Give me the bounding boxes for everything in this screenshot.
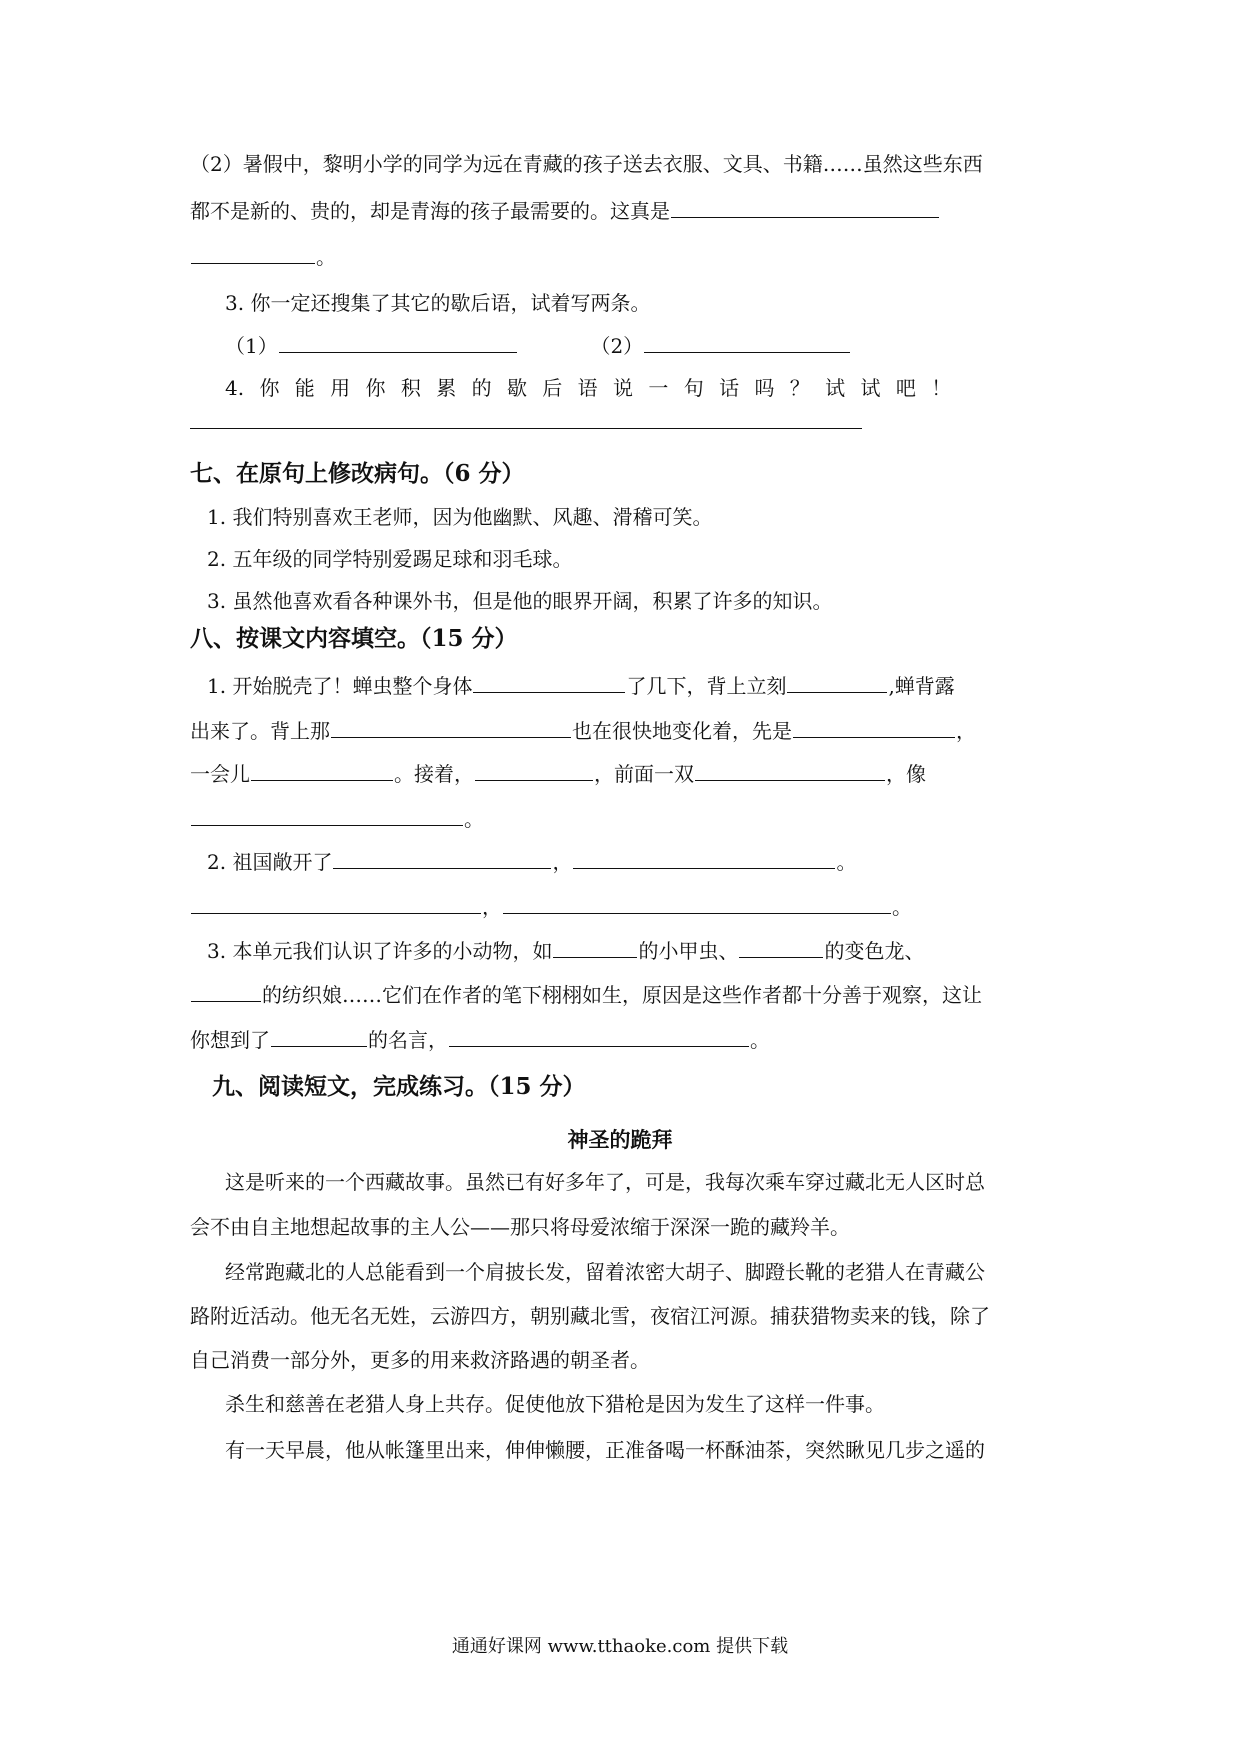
passage-para1-l2: 会不由自主地想起故事的主人公——那只将母爱浓缩于深深一跪的藏羚羊。: [190, 1215, 850, 1239]
q8-p1-line1: [207, 672, 1062, 700]
q6-item2-line3: [190, 243, 1060, 271]
answer-blank[interactable]: [191, 243, 315, 264]
q6-item2-text: 都不是新的、贵的，却是青海的孩子最需要的。这真是: [190, 199, 670, 223]
q8-text: 2. 祖国敞开了: [207, 850, 333, 874]
q6-item2-line2: [190, 197, 1060, 225]
q8-text: 。: [750, 1028, 770, 1052]
q8-p3-line2: [190, 981, 1060, 1009]
q8-text: 的小甲虫、: [638, 939, 739, 963]
passage-para2-l1: 经常跑藏北的人总能看到一个肩披长发，留着浓密大胡子、脚蹬长靴的老猎人在青藏公: [225, 1260, 985, 1284]
q8-heading: 八、按课文内容填空。（15 分）: [190, 625, 518, 652]
q8-text: 的名言，: [368, 1028, 448, 1052]
q8-text: 了几下，背上立刻: [626, 674, 787, 698]
q7-sentence-1[interactable]: 1. 我们特别喜欢王老师，因为他幽默、风趣、滑稽可笑。: [207, 505, 713, 529]
answer-blank[interactable]: [191, 805, 463, 826]
q8-text: ，前面一双: [594, 762, 694, 786]
q8-text: 。: [836, 850, 857, 874]
q8-text: 3. 本单元我们认识了许多的小动物，如: [207, 939, 553, 963]
q6-item2-line1: （2）暑假中，黎明小学的同学为远在青藏的孩子送去衣服、文具、书籍……虽然这些东西: [190, 152, 983, 176]
passage-para2-l3: 自己消费一部分外，更多的用来救济路遇的朝圣者。: [190, 1348, 650, 1372]
q8-text: 你想到了: [190, 1028, 270, 1052]
q6-item3-answers: [225, 332, 1095, 360]
answer-blank[interactable]: [573, 848, 835, 869]
q8-p3-line3: [190, 1026, 1060, 1054]
q8-text: 的变色龙、: [824, 939, 925, 963]
q8-p2-line1: [207, 848, 1077, 876]
q8-text: 1. 开始脱壳了！蝉虫整个身体: [207, 674, 473, 698]
answer-blank[interactable]: [449, 1026, 749, 1047]
q8-p2-line2: [190, 893, 1060, 921]
answer-blank[interactable]: [251, 760, 393, 781]
q6-item3-label-1: （1）: [225, 334, 278, 358]
q7-sentence-2[interactable]: 2. 五年级的同学特别爱踢足球和羽毛球。: [207, 547, 573, 571]
answer-blank[interactable]: [473, 672, 625, 693]
q8-text: 也在很快地变化着，先是: [572, 719, 792, 743]
q8-p1-line2: [190, 717, 1060, 745]
q8-p1-line4: [190, 805, 1060, 833]
answer-blank[interactable]: [787, 672, 887, 693]
q7-sentence-3[interactable]: 3. 虽然他喜欢看各种课外书，但是他的眼界开阔，积累了许多的知识。: [207, 589, 833, 613]
answer-blank[interactable]: [553, 937, 637, 958]
q8-text: 的纺织娘……它们在作者的笔下栩栩如生，原因是这些作者都十分善于观察，这让: [262, 983, 982, 1007]
q6-item3: 3. 你一定还搜集了其它的歇后语，试着写两条。: [225, 291, 651, 315]
page-footer: 通通好课网 www.tthaoke.com 提供下载: [451, 1636, 789, 1657]
answer-blank[interactable]: [644, 332, 850, 353]
q8-text: 。: [892, 895, 912, 919]
answer-blank[interactable]: [695, 760, 885, 781]
q8-text: ，像: [886, 762, 926, 786]
answer-blank[interactable]: [331, 717, 571, 738]
answer-blank[interactable]: [671, 197, 939, 218]
q8-text: ，: [552, 850, 573, 874]
q8-p1-line3: [190, 760, 1060, 788]
q8-text: 。接着，: [394, 762, 474, 786]
passage-para2-l2: 路附近活动。他无名无姓，云游四方，朝别藏北雪，夜宿江河源。捕获猎物卖来的钱，除了: [190, 1304, 990, 1328]
answer-blank[interactable]: [739, 937, 823, 958]
q8-text: 出来了。背上那: [190, 719, 330, 743]
answer-blank[interactable]: [191, 893, 481, 914]
answer-blank[interactable]: [191, 981, 261, 1002]
answer-line[interactable]: [190, 428, 862, 429]
q6-item3-label-2: （2）: [590, 334, 644, 358]
passage-title: 神圣的跪拜: [567, 1127, 673, 1152]
answer-blank[interactable]: [503, 893, 891, 914]
passage-para3: 杀生和慈善在老猎人身上共存。促使他放下猎枪是因为发生了这样一件事。: [225, 1392, 885, 1416]
answer-blank[interactable]: [271, 1026, 367, 1047]
q8-text: 。: [464, 807, 484, 831]
q6-item4: 4. 你 能 用 你 积 累 的 歇 后 语 说 一 句 话 吗 ？ 试 试 吧 ！: [225, 376, 952, 400]
q8-p3-line1: [207, 937, 1077, 965]
answer-blank[interactable]: [793, 717, 955, 738]
answer-blank[interactable]: [279, 332, 517, 353]
q8-text: 一会儿: [190, 762, 250, 786]
q9-heading: 九、阅读短文，完成练习。（15 分）: [212, 1073, 586, 1100]
passage-para4: 有一天早晨，他从帐篷里出来，伸伸懒腰，正准备喝一杯酥油茶，突然瞅见几步之遥的: [225, 1438, 985, 1462]
q8-text: ，: [482, 895, 502, 919]
passage-para1-l1: 这是听来的一个西藏故事。虽然已有好多年了，可是，我每次乘车穿过藏北无人区时总: [225, 1170, 985, 1194]
q8-text: ,蝉背露: [888, 674, 955, 698]
answer-blank[interactable]: [475, 760, 593, 781]
answer-blank[interactable]: [333, 848, 551, 869]
q8-text: ，: [956, 719, 976, 743]
q6-item2-end: 。: [316, 245, 336, 269]
q7-heading: 七、在原句上修改病句。（6 分）: [190, 460, 525, 487]
